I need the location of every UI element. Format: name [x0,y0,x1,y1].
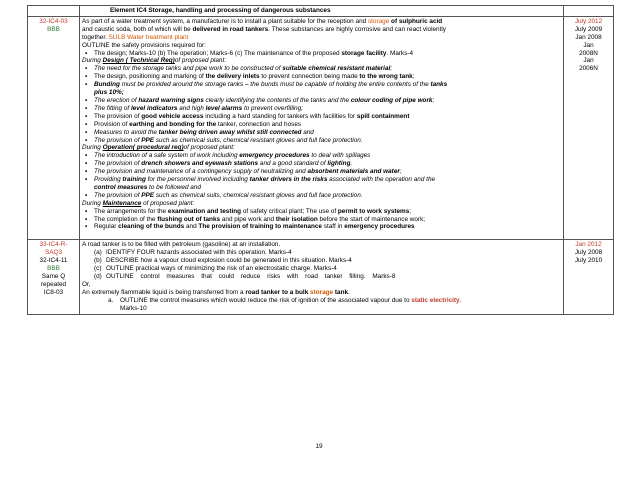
date-0: July 2012 [574,17,603,25]
q1-item-d: (d) OUTLINE control measures that could reduce risks with road tanker filling. Marks-8 [94,273,396,280]
exam-dates-2 [564,240,614,314]
ref-grade-2: BBB [47,265,60,273]
element-title: Element IC4 Storage, handling and processing of dangerous substances [80,6,564,17]
maintenance-item-2: ▪ Regular cleaning of the bunds and The provision of training to maintenance staff in emergency procedures [82,223,561,231]
operation-item-3: ▪ Providing training for the personnel involved including tanker drivers in the risks associated with the operation and the [82,176,561,184]
ref-code-a2: SAQ3 [44,249,63,257]
question-row-2 [28,240,614,314]
date2-2: July 2010 [574,257,603,265]
maintenance-item-1: ▪ The completion of the flushing out of tanks and pipe work and their isolation before the start of maintenance work; [82,216,561,224]
date2-0: Jan 2012 [575,241,602,249]
or-line: Or, [82,280,91,288]
question-ref-2 [28,240,80,314]
date-1: July 2009 [574,25,603,33]
operation-item-4: ▪ The provision of PPE such as chemical suits, chemical resistant gloves and full face protection. [82,192,561,200]
intro-line-3: together. SULB Water treatment plant [82,33,189,41]
design-item-3: ▪ The erection of hazard warning signs clearly identifying the contents of the tanks and the colour coding of pipe work; [82,97,561,105]
question-body-1 [80,16,564,239]
header-row [28,6,614,17]
design-item-5: ▪ The provision of good vehicle access including a hard standing for tankers with facilities for spill containment [82,113,561,121]
question-ref-1 [28,16,80,239]
ref-note-2: IC8-03 [43,288,64,296]
design-item-2: ▪ Bunding must be provided around the storage tanks – the bunds must be capable of holding the entire contents of the tanks [82,81,561,89]
ref-note-0: Same Q [41,273,66,280]
marks-line: ▪ The design; Marks-10 (b) The operation; Marks-6 (c) The maintenance of the proposed storage facility. Marks-4 [82,50,561,58]
design-heading: During Design ( Technical Req)of proposed plant: [82,57,226,65]
maintenance-item-0: ▪ The arrangements for the examination and testing of safety critical plant; The use of permit to work systems; [82,208,561,216]
ref-code: 32-IC4-03 [39,17,68,25]
question-table [27,5,614,315]
operation-item-1: ▪ The provision of drench showers and eyewash stations and a good standard of lighting. [82,160,561,168]
design-item-4: ▪ The fitting of level indicators and high level alarms to prevent overfilling; [82,105,561,113]
date-4: 2008N [579,49,598,57]
header-empty-right [564,6,614,17]
ref-code-b: 32-IC4-11 [39,257,68,265]
design-item-2-cont: plus 10%; [94,89,124,97]
ref-note-1: repeated [40,280,67,288]
design-item-0: ▪ The need for the storage tanks and pipe work to be constructed of suitable chemical resistant material; [82,65,561,73]
row1-spacer [82,231,561,238]
q1-item-b: (b) DESCRIBE how a vapour cloud explosion could be generated in this situation. Marks-4 [94,257,352,265]
design-item-8: ▪ The provision of PPE such as chemical suits, chemical resistant gloves and full face protection. [82,137,561,145]
design-item-6: ▪ Provision of earthing and bonding for the tanker, connection and hoses [82,121,561,129]
design-item-7: ▪ Measures to avoid the tanker being driven away whilst still connected and [82,129,561,137]
question-body-2 [80,240,564,314]
operation-item-0: ▪ The introduction of a safe system of work including emergency procedures to deal with spillages [82,152,561,160]
operation-item-2: ▪ The provision and maintenance of a contingency supply of neutralizing and absorbent materials and water; [82,168,561,176]
date-2: Jan 2008 [575,33,602,41]
q1-stem: A road tanker is to be filled with petroleum (gasoline) at an installation. [82,241,281,249]
header-empty-left [28,6,80,17]
ref-grade: BBB [47,25,60,33]
intro-line-2: and caustic soda, both of which will be delivered in road tankers. These substances are highly corrosive and can react violently [82,25,446,33]
q2-marks: Marks-10 [120,304,147,312]
page-number: 19 [315,443,323,450]
q1-item-c: (c) OUTLINE practical ways of minimizing the risk of an electrostatic charge. Marks-4 [94,265,337,273]
q2-item-a: a. OUTLINE the control measures which would reduce the risk of ignition of the associated vapour due to static electricity. [108,296,462,304]
question-row-1 [28,16,614,239]
q2-stem: An extremely flammable liquid is being transferred from a road tanker to a bulk storage tank. [82,288,350,296]
intro-line-1: As part of a water treatment system, a manufacturer is to install a plant suitable for the reception and storage of sulphuric acid [82,17,443,25]
date-5: Jan [583,57,594,65]
design-item-1: ▪ The design, positioning and marking of the delivery inlets to prevent connection being made to the wrong tank; [82,73,561,81]
exam-dates-1 [564,16,614,239]
outline-line: OUTLINE the safety provisions required for: [82,41,206,49]
ref-code-a: 33-IC4-R- [39,241,68,249]
operation-heading: During Operation( procedural req)of proposed plant: [82,144,235,152]
date-3: Jan [583,41,594,49]
operation-item-3-cont: control measures to be followed and [94,183,201,191]
date-6: 2006N [579,65,598,73]
date2-1: July 2008 [574,249,603,257]
q1-item-a: (a) IDENTIFY FOUR hazards associated with this operation. Marks-4 [94,249,292,257]
maintenance-heading: During Maintenance of proposed plant: [82,199,195,207]
